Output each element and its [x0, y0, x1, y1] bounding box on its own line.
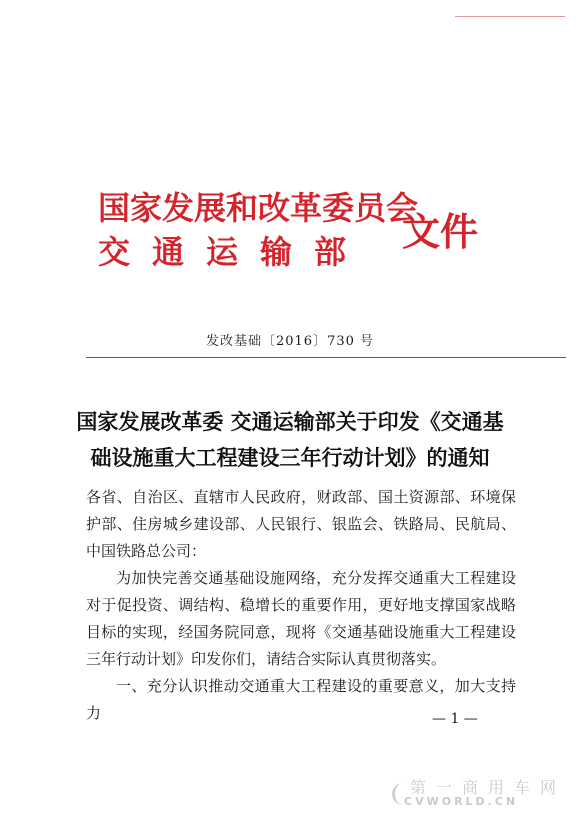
body-paragraph-2: 一、充分认识推动交通重大工程建设的重要意义，加大支持力: [86, 677, 516, 722]
red-separator-line: [86, 357, 566, 358]
watermark-cn-text: 第一商用车网: [410, 778, 567, 797]
watermark-en-text: CVWORLD.CN: [404, 795, 519, 808]
body-paragraph-1: 为加快完善交通基础设施网络，充分发挥交通重大工程建设对于促投资、调结构、稳增长的重要作用，更好地支撑国家战略目标的实现，经国务院同意，现将《交通基础设施重大工程建设三年行动计划》印发你们，请结合实际认真贯彻落实。: [86, 569, 516, 668]
document-number: 发改基础〔2016〕730 号: [205, 334, 375, 349]
issuer-header: [98, 190, 498, 280]
watermark-logo: [392, 775, 572, 813]
document-type-label: 文件: [402, 209, 479, 254]
issuer-org-ndrc: 国家发展和改革委员会: [98, 189, 419, 227]
issuer-org-mot: 交通运输部: [98, 233, 369, 271]
page-number: — 1 —: [432, 711, 478, 727]
addressee-paragraph: 各省、自治区、直辖市人民政府，财政部、国土资源部、环境保护部、住房城乡建设部、人民银行、银监会、铁路局、民航局、中国铁路总公司：: [86, 488, 516, 560]
document-title: 国家发展改革委 交通运输部关于印发《交通基础设施重大工程建设三年行动计划》的通知: [76, 409, 504, 470]
top-decorative-rule: [455, 16, 565, 17]
document-body: [86, 484, 516, 727]
